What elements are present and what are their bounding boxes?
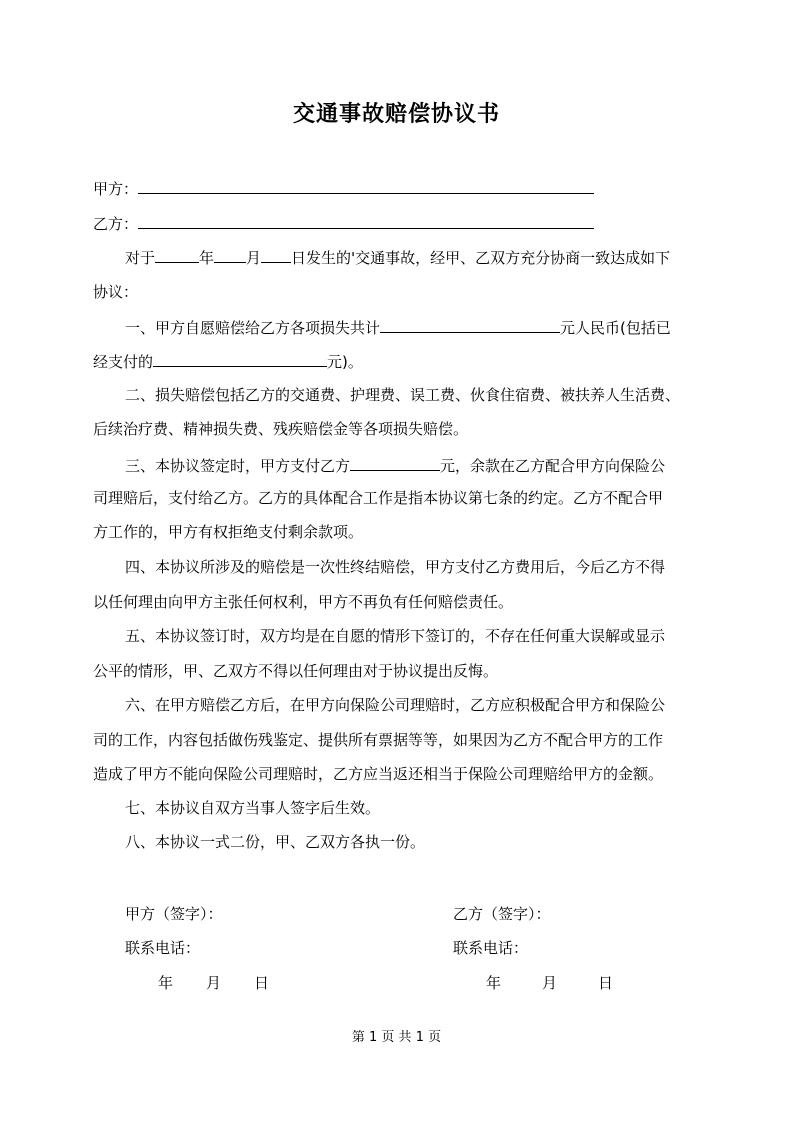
party-a-signature-label: 甲方（签字）：	[125, 905, 223, 923]
party-b-blank[interactable]	[138, 212, 594, 229]
clause5-line-2: 公平的情形，甲、乙双方不得以任何理由对于协议提出反悔。	[93, 662, 499, 680]
clause6-line-3: 造成了甲方不能向保险公司理赔时，乙方应当返还相当于保险公司理赔给甲方的金额。	[93, 765, 664, 783]
clause1-text-d: 元)。	[327, 353, 363, 371]
party-a-blank[interactable]	[138, 177, 594, 194]
party-b-label: 乙方：	[93, 215, 139, 233]
clause5-line-1: 五、本协议签订时，双方均是在自愿的情形下签订的，不存在任何重大误解或显示	[125, 627, 666, 645]
party-a-day: 日	[254, 974, 270, 992]
payment-amount-blank[interactable]	[350, 454, 440, 471]
clause3-line-1	[125, 454, 665, 476]
month-blank[interactable]	[214, 246, 246, 263]
party-b-year: 年	[486, 974, 502, 992]
party-a-line	[93, 177, 594, 199]
party-a-month: 月	[206, 974, 222, 992]
clause8-line: 八、本协议一式二份，甲、乙双方各执一份。	[125, 833, 426, 851]
clause2-line-2: 后续治疗费、精神损失费、残疾赔偿金等各项损失赔偿。	[93, 420, 469, 438]
intro-text-2: 年	[199, 249, 215, 267]
party-b-signature-label: 乙方（签字）：	[453, 905, 551, 923]
party-b-phone-label: 联系电话：	[453, 939, 529, 957]
page-footer: 第 1 页 共 1 页	[351, 1030, 442, 1045]
clause7-line: 七、本协议自双方当事人签字后生效。	[125, 799, 381, 817]
intro-text-1: 对于	[125, 249, 156, 267]
clause2-line-1: 二、损失赔偿包括乙方的交通费、护理费、误工费、伙食住宿费、被扶养人生活费、	[125, 386, 681, 404]
clause3-line-2: 司理赔后，支付给乙方。乙方的具体配合工作是指本协议第七条的约定。乙方不配合甲	[93, 489, 664, 507]
party-a-phone-label: 联系电话：	[125, 939, 201, 957]
party-b-month: 月	[542, 974, 558, 992]
day-blank[interactable]	[261, 246, 291, 263]
intro-line-1	[125, 246, 670, 268]
clause1-line-2	[93, 350, 363, 372]
intro-text-4: 日发生的'交通事故，经甲、乙双方充分协商一致达成如下	[291, 249, 671, 267]
party-a-year: 年	[158, 974, 174, 992]
total-amount-blank[interactable]	[380, 316, 560, 333]
party-b-day: 日	[598, 974, 614, 992]
year-blank[interactable]	[155, 246, 199, 263]
clause6-line-1: 六、在甲方赔偿乙方后，在甲方向保险公司理赔时，乙方应积极配合甲方和保险公	[125, 696, 666, 714]
clause3-line-3: 方工作的，甲方有权拒绝支付剩余款项。	[93, 523, 364, 541]
clause1-text-b: 元人民币(包括已	[560, 319, 671, 337]
clause1-line-1	[125, 316, 671, 338]
clause1-text-c: 经支付的	[93, 353, 154, 371]
clause4-line-1: 四、本协议所涉及的赔偿是一次性终结赔偿，甲方支付乙方费用后，今后乙方不得	[125, 558, 666, 576]
intro-text-3: 月	[246, 249, 262, 267]
clause4-line-2: 以任何理由向甲方主张任何权利，甲方不再负有任何赔偿责任。	[93, 593, 514, 611]
paid-amount-blank[interactable]	[153, 350, 327, 367]
intro-line-2: 协议：	[93, 283, 139, 301]
clause3-text-b: 元，余款在乙方配合甲方向保险公	[440, 457, 666, 475]
party-a-label: 甲方：	[93, 180, 139, 198]
clause3-text-a: 三、本协议签定时，甲方支付乙方	[125, 457, 351, 475]
clause6-line-2: 司的工作，内容包括做伤残鉴定、提供所有票据等等，如果因为乙方不配合甲方的工作	[93, 731, 664, 749]
party-b-line	[93, 212, 594, 234]
clause1-text-a: 一、甲方自愿赔偿给乙方各项损失共计	[125, 319, 381, 337]
document-title: 交通事故赔偿协议书	[292, 101, 500, 127]
